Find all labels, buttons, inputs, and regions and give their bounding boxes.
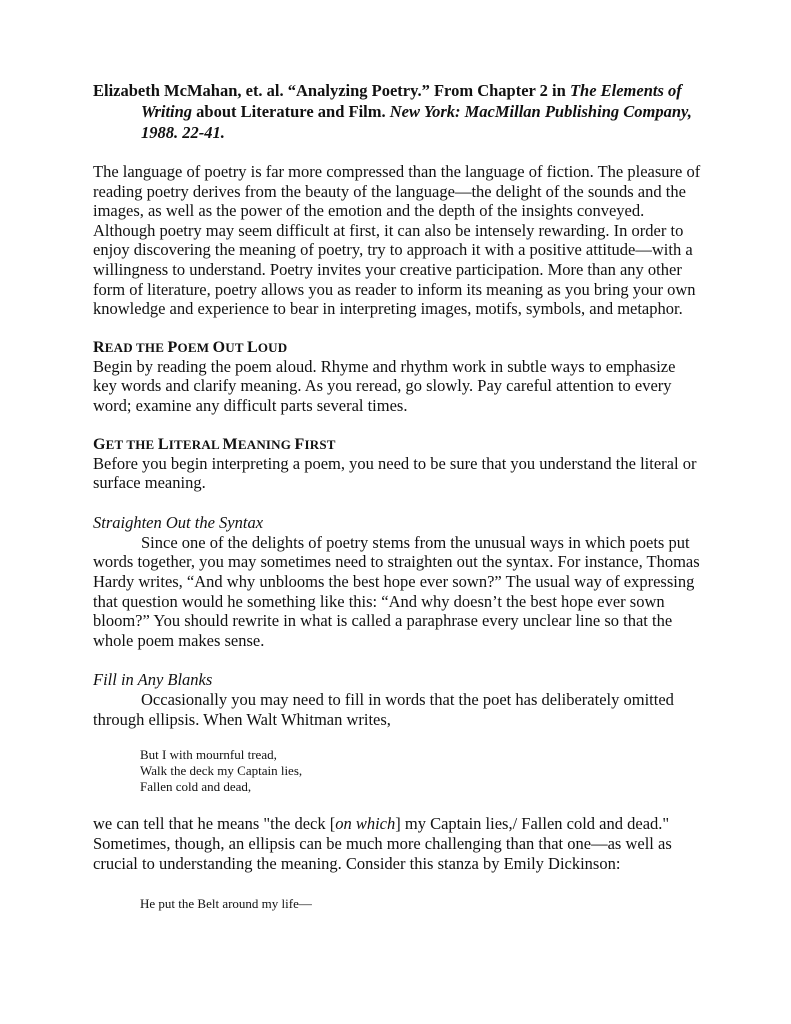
poem-line: Fallen cold and dead,	[140, 779, 252, 795]
poem-quote-dickinson	[140, 896, 703, 912]
literal-meaning-paragraph: Before you begin interpreting a poem, you need to be sure that you understand the literal or surface meaning.	[93, 453, 697, 493]
poem-quote-whitman	[140, 747, 703, 795]
poem-line: He put the Belt around my life—	[140, 896, 312, 912]
citation-separator: .	[381, 102, 390, 121]
blanks-paragraph: Occasionally you may need to fill in words that the poet has deliberately omitted through ellipsis. When Walt Whitman writes,	[93, 690, 674, 729]
subheading-blanks: Fill in Any Blanks	[93, 670, 213, 690]
poem-line: But I with mournful tread,	[140, 747, 277, 763]
subheading-syntax: Straighten Out the Syntax	[93, 512, 264, 532]
intro-paragraph: The language of poetry is far more compressed than the language of fiction. The pleasure of reading poetry derives from the beauty of the language—the delight of the sounds and the images, as well as the power of the emotion and the depth of the insights conveyed. Although poetry may seem difficult at first, it can also be intensely rewarding. In order to enjoy discovering the meaning of poetry, try to approach it with a positive attitude—with a willingness to understand. Poetry invites your creative participation. More than any other form of literature, poetry allows you as reader to inform its meaning as you bring your own knowledge and experience to bear in interpreting images, motifs, symbols, and metaphor.	[93, 162, 701, 319]
citation-publisher: New York: MacMillan Publishing Company, 1988. 22-41.	[141, 102, 692, 142]
section-heading-read-aloud: READ THE POEM OUT LOUD	[93, 338, 288, 356]
citation-book-title-1: The Elements of	[569, 81, 682, 100]
document-page	[93, 80, 703, 912]
citation	[93, 80, 703, 143]
poem-line: Walk the deck my Captain lies,	[140, 763, 303, 779]
citation-author-title: Elizabeth McMahan, et. al. “Analyzing Poetry.” From Chapter 2 in	[93, 81, 570, 100]
citation-book-title-2: Writing	[141, 102, 193, 121]
ellipsis-paragraph: we can tell that he means "the deck [on which] my Captain lies,/ Fallen cold and dead." Sometimes, though, an ellipsis can be much more challenging than that one—as well as crucial to understanding the meaning. Consider this stanza by Emily Dickinson:	[93, 814, 672, 873]
section-heading-literal-meaning: GET THE LITERAL MEANING FIRST	[93, 435, 336, 453]
citation-book-title-rest: about Literature and Film	[192, 102, 382, 121]
syntax-paragraph: Since one of the delights of poetry stems from the unusual ways in which poets put words together, you may sometimes need to straighten out the syntax. For instance, Thomas Hardy writes, “And why unblooms the best hope ever sown?” The usual way of expressing that question would he something like this: “And why doesn’t the best hope ever sown bloom?” You should rewrite in what is called a paraphrase every unclear line so that the whole poem makes sense.	[93, 532, 700, 650]
read-aloud-paragraph: Begin by reading the poem aloud. Rhyme and rhythm work in subtle ways to emphasize key words and clarify meaning. As you reread, go slowly. Pay careful attention to every word; examine any difficult parts several times.	[93, 356, 676, 415]
